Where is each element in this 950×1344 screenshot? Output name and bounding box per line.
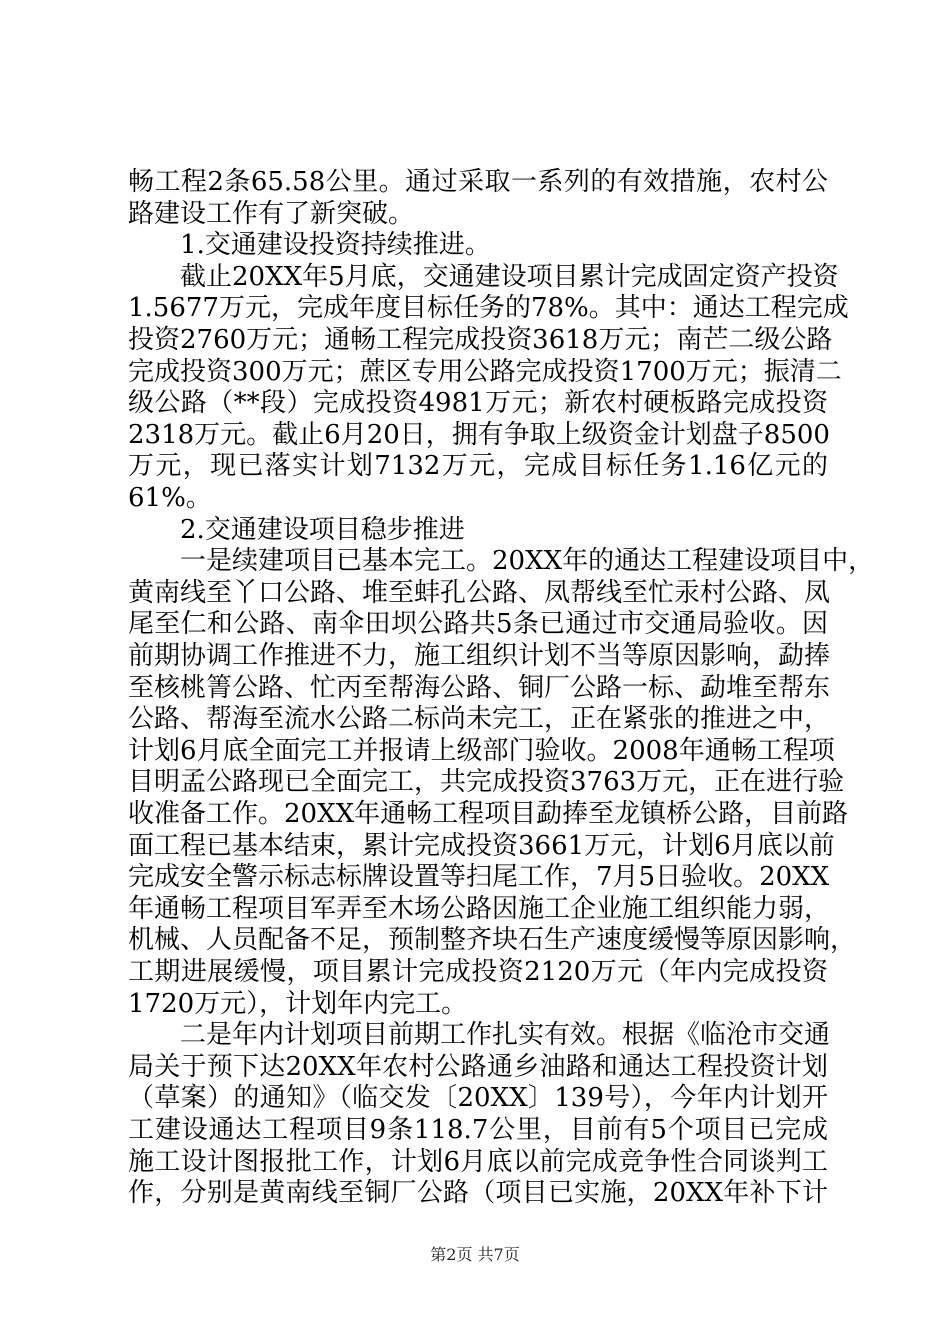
body-line: 级公路（**段）完成投资4981万元；新农村硬板路完成投资 (128, 388, 828, 419)
body-line: 2.交通建设项目稳步推进 (180, 514, 465, 545)
body-line: 1720万元），计划年内完工。 (128, 988, 468, 1019)
body-line: 作，分别是黄南线至铜厂公路（项目已实施，20XX年补下计 (128, 1178, 828, 1209)
body-line: 路建设工作有了新突破。 (128, 198, 415, 229)
body-line: 黄南线至丫口公路、堆至蚌孔公路、凤帮线至忙汞村公路、凤 (128, 577, 831, 608)
body-line: 施工设计图报批工作，计划6月底以前完成竞争性合同谈判工 (128, 1146, 828, 1177)
body-line: 工期进展缓慢，项目累计完成投资2120万元（年内完成投资 (128, 957, 828, 987)
body-line: 1.5677万元，完成年度目标任务的78%。其中：通达工程完成 (128, 293, 849, 324)
body-line: 完成安全警示标志标牌设置等扫尾工作，7月5日验收。20XX (128, 862, 830, 893)
body-line: 投资2760万元；通畅工程完成投资3618万元；南芒二级公路 (128, 325, 833, 355)
body-line: 至核桃箐公路、忙丙至帮海公路、铜厂公路一标、勐堆至帮东 (128, 672, 831, 703)
body-line: （草案）的通知》（临交发〔20XX〕139号），今年内计划开 (128, 1083, 828, 1114)
body-line: 一是续建项目已基本完工。20XX年的通达工程建设项目中， (180, 546, 875, 577)
body-line: 截止20XX年5月底，交通建设项目累计完成固定资产投资 (180, 261, 839, 292)
body-line: 年通畅工程项目军弄至木场公路因施工企业施工组织能力弱， (128, 893, 831, 924)
body-line: 二是年内计划项目前期工作扎实有效。根据《临沧市交通 (180, 1020, 831, 1051)
body-line: 收准备工作。20XX年通畅工程项目勐捧至龙镇桥公路，目前路 (128, 799, 849, 829)
body-line: 机械、人员配备不足，预制整齐块石生产速度缓慢等原因影响， (128, 925, 857, 956)
body-line: 畅工程2条65.58公里。通过采取一系列的有效措施，农村公 (128, 167, 828, 197)
body-line: 61%。 (128, 483, 212, 513)
body-line: 局关于预下达20XX年农村公路通乡油路和通达工程投资计划 (128, 1051, 828, 1082)
body-line: 计划6月底全面完工并报请上级部门验收。2008年通畅工程项 (128, 735, 835, 766)
body-line: 公路、帮海至流水公路二标尚未完工，正在紧张的推进之中， (128, 704, 831, 735)
body-line: 尾至仁和公路、南伞田坝公路共5条已通过市交通局验收。因 (128, 609, 828, 640)
body-line: 工建设通达工程项目9条118.7公里，目前有5个项目已完成 (128, 1115, 828, 1145)
body-line: 目明孟公路现已全面完工，共完成投资3763万元，正在进行验 (128, 767, 845, 798)
body-line: 2318万元。截止6月20日，拥有争取上级资金计划盘子8500 (128, 419, 830, 450)
body-line: 万元，现已落实计划7132万元，完成目标任务1.16亿元的 (128, 451, 828, 482)
body-line: 1.交通建设投资持续推进。 (180, 230, 491, 261)
page-footer: 第2页 共7页 (430, 1245, 520, 1264)
body-line: 面工程已基本结束，累计完成投资3661万元，计划6月底以前 (128, 830, 835, 861)
body-line: 前期协调工作推进不力，施工组织计划不当等原因影响，勐捧 (128, 641, 831, 671)
body-line: 完成投资300万元；蔗区专用公路完成投资1700万元；振清二 (128, 356, 842, 387)
